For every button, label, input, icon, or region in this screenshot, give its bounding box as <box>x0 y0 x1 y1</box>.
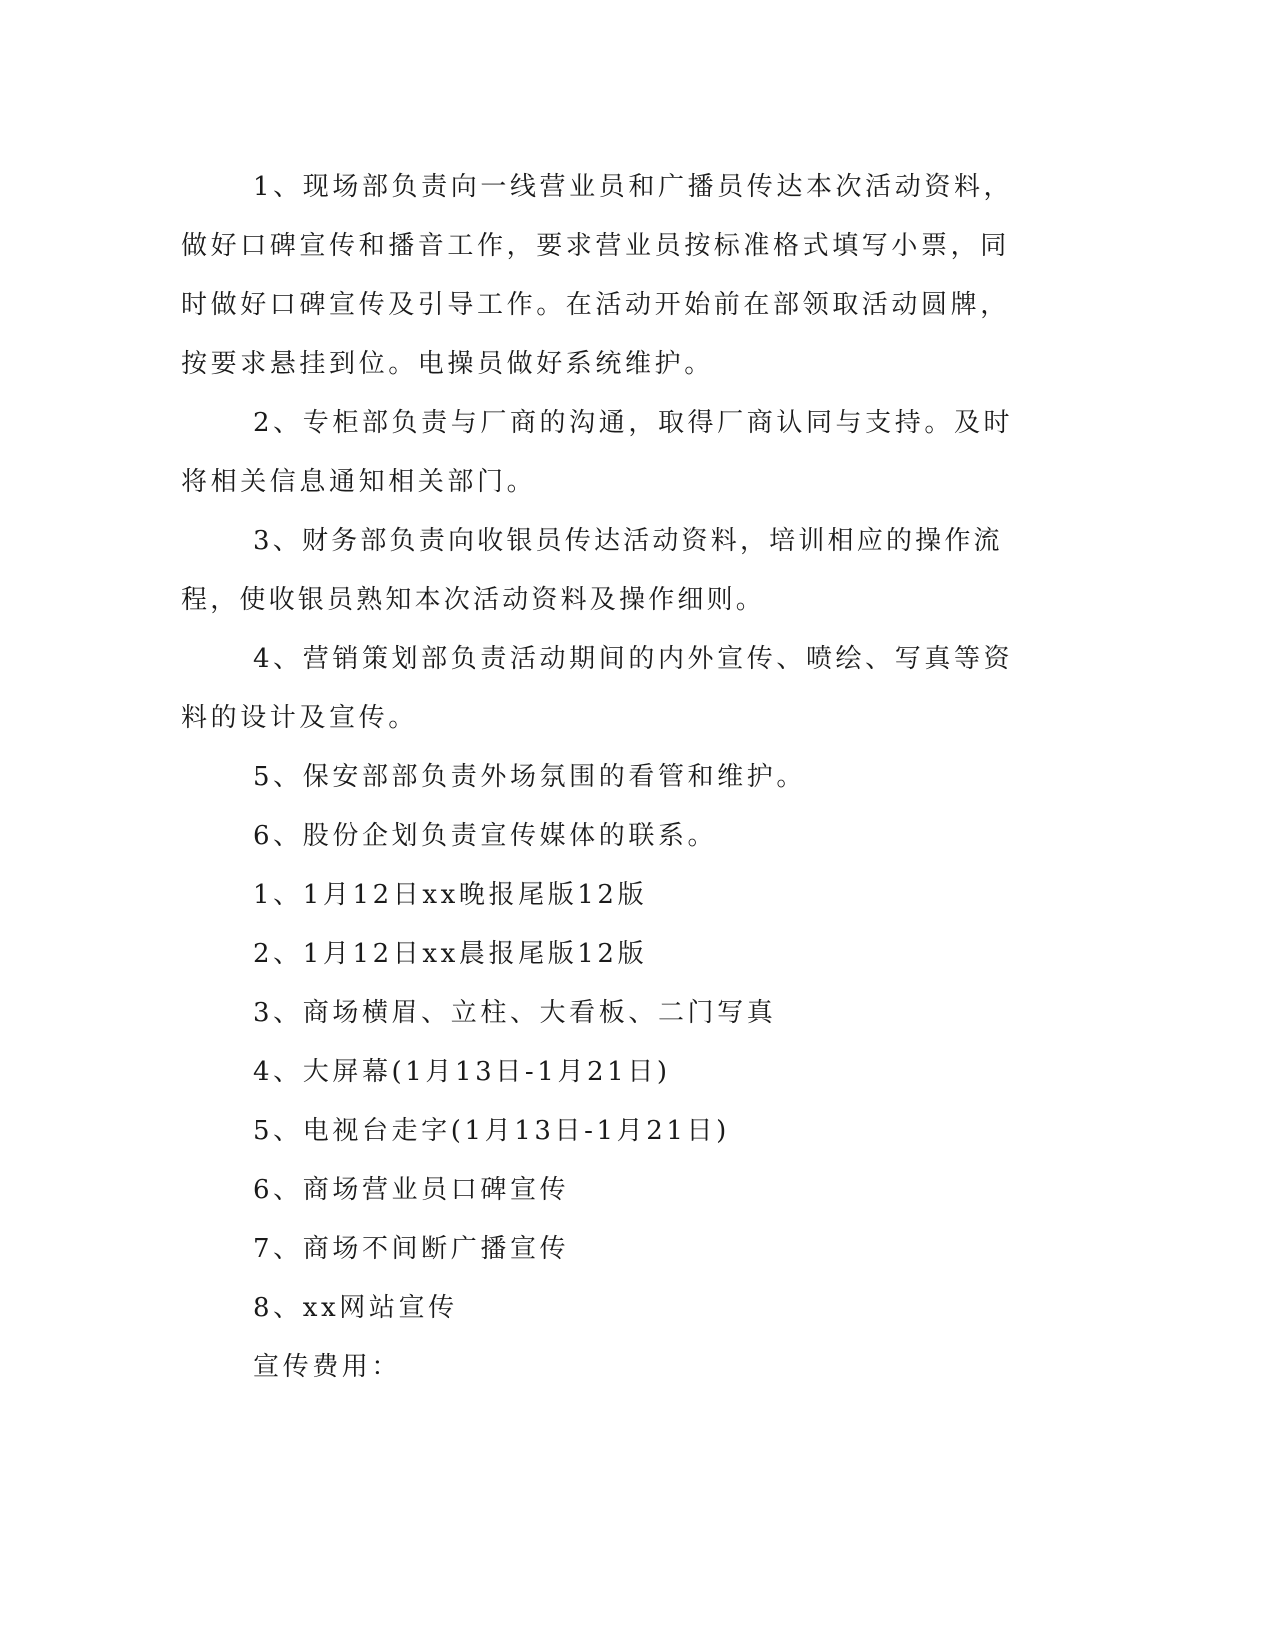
paragraph-security-dept: 5、保安部部负责外场氛围的看管和维护。 <box>253 762 806 792</box>
paragraph-onsite-dept: 1、现场部负责向一线营业员和广播员传达本次活动资料，做好口碑宣传和播音工作，要求营业员按标准格式填写小票，同时做好口碑宣传及引导工作。在活动开始前在部领取活动圆牌，按要求悬挂到位。电操员做好系统维护。 <box>181 172 1014 379</box>
media-item: 3、商场横眉、立柱、大看板、二门写真 <box>253 998 777 1028</box>
media-item: 6、商场营业员口碑宣传 <box>253 1175 570 1205</box>
paragraph-marketing-dept: 4、营销策划部负责活动期间的内外宣传、喷绘、写真等资料的设计及宣传。 <box>181 644 1014 733</box>
media-item: 7、商场不间断广播宣传 <box>253 1234 570 1264</box>
media-item: 2、1月12日xx晨报尾版12版 <box>253 939 648 969</box>
document-body <box>181 158 1021 1397</box>
paragraph-counter-dept: 2、专柜部负责与厂商的沟通，取得厂商认同与支持。及时将相关信息通知相关部门。 <box>181 408 1014 497</box>
media-item: 1、1月12日xx晚报尾版12版 <box>253 880 648 910</box>
media-item: 4、大屏幕(1月13日-1月21日) <box>253 1057 671 1087</box>
media-item: 5、电视台走字(1月13日-1月21日) <box>253 1116 730 1146</box>
cost-heading: 宣传费用： <box>253 1352 402 1382</box>
media-item: 8、xx网站宣传 <box>253 1293 458 1323</box>
paragraph-finance-dept: 3、财务部负责向收银员传达活动资料，培训相应的操作流程，使收银员熟知本次活动资料及操作细则。 <box>181 526 1003 615</box>
paragraph-planning-dept: 6、股份企划负责宣传媒体的联系。 <box>253 821 718 851</box>
